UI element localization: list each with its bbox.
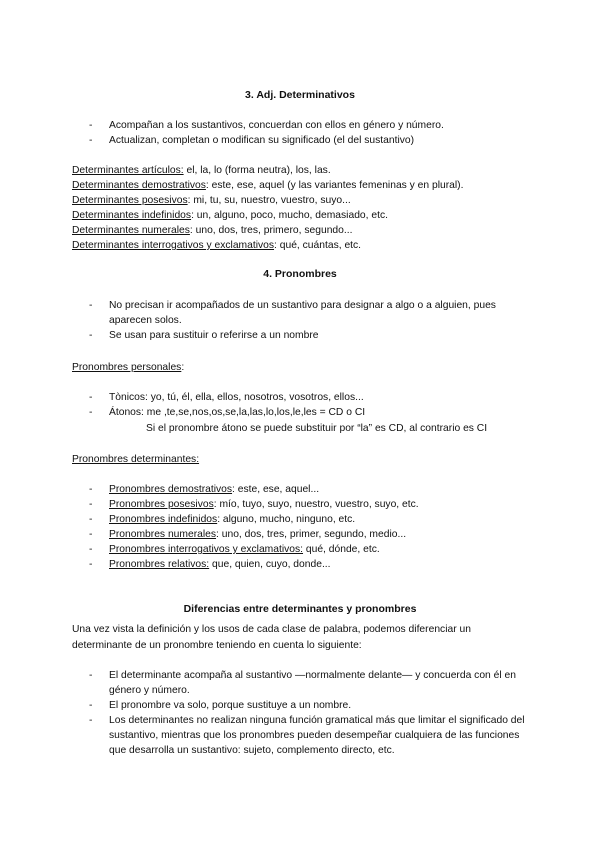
list-item: - El determinante acompaña al sustantivo —normalmente delante— y concuerda con él en género y número.	[89, 670, 516, 696]
list-item: - El pronombre va solo, porque sustituye a un nombre.	[89, 700, 352, 711]
pronombres-atonos-note: Si el pronombre átono se puede substituir por “la” es CD, al contrario es CI	[146, 423, 488, 434]
definition-row: Determinantes numerales: uno, dos, tres, primero, segundo...	[72, 225, 353, 236]
list-item: - Acompañan a los sustantivos, concuerdan con ellos en género y número.	[89, 120, 444, 131]
pronombres-determinantes-label: Pronombres determinantes:	[72, 454, 200, 465]
list-item: - Pronombres posesivos: mío, tuyo, suyo, nuestro, vuestro, suyo, etc.	[89, 499, 419, 510]
list-item: - Tònicos: yo, tú, él, ella, ellos, nosotros, vosotros, ellos...	[89, 392, 364, 403]
section-3-title: 3. Adj. Determinativos	[245, 89, 355, 101]
pronombres-determinantes-list	[89, 482, 529, 572]
section-4-bullets	[89, 298, 529, 343]
definition-row: Determinantes indefinidos: un, alguno, poco, mucho, demasiado, etc.	[72, 210, 388, 221]
section-5-intro: Una vez vista la definición y los usos de cada clase de palabra, podemos diferenciar un determinante de un pronombre teniendo en cuenta lo siguiente:	[72, 624, 471, 651]
list-item: - Átonos: me ,te,se,nos,os,se,la,las,lo,los,le,les = CD o CI	[89, 407, 366, 418]
list-item: - No precisan ir acompañados de un sustantivo para designar a algo o a alguien, pues aparecen solos.	[89, 300, 496, 326]
definition-row: Determinantes posesivos: mi, tu, su, nuestro, vuestro, suyo...	[72, 195, 351, 206]
list-item: - Pronombres relativos: que, quien, cuyo, donde...	[89, 559, 331, 570]
list-item: - Pronombres demostrativos: este, ese, aquel...	[89, 484, 320, 495]
section-4-title: 4. Pronombres	[263, 268, 337, 280]
section-5-title: Diferencias entre determinantes y pronombres	[183, 603, 417, 615]
definition-row: Determinantes demostrativos: este, ese, aquel (y las variantes femeninas y en plural).	[72, 180, 464, 191]
definition-row: Determinantes interrogativos y exclamativos: qué, cuántas, etc.	[72, 240, 362, 251]
determinantes-definitions	[72, 163, 542, 253]
definition-row: Determinantes artículos: el, la, lo (forma neutra), los, las.	[72, 165, 331, 176]
list-item: - Pronombres indefinidos: alguno, mucho, ninguno, etc.	[89, 514, 356, 525]
list-item: - Pronombres numerales: uno, dos, tres, primer, segundo, medio...	[89, 529, 407, 540]
list-item: - Actualizan, completan o modifican su significado (el del sustantivo)	[89, 135, 415, 146]
pronombres-personales-label: Pronombres personales:	[72, 362, 185, 373]
section-5-bullets	[89, 668, 529, 758]
list-item: - Los determinantes no realizan ninguna función gramatical más que limitar el significado del sustantivo, mientras que los pronombres pueden desempeñar cualquiera de las funciones que desarrolla un sustantivo: sujeto, complemento directo, etc.	[89, 715, 525, 756]
list-item: - Pronombres interrogativos y exclamativos: qué, dónde, etc.	[89, 544, 380, 555]
list-item: - Se usan para sustituir o referirse a un nombre	[89, 330, 319, 341]
pronombres-personales-list	[89, 390, 529, 420]
section-3-bullets	[89, 118, 529, 148]
